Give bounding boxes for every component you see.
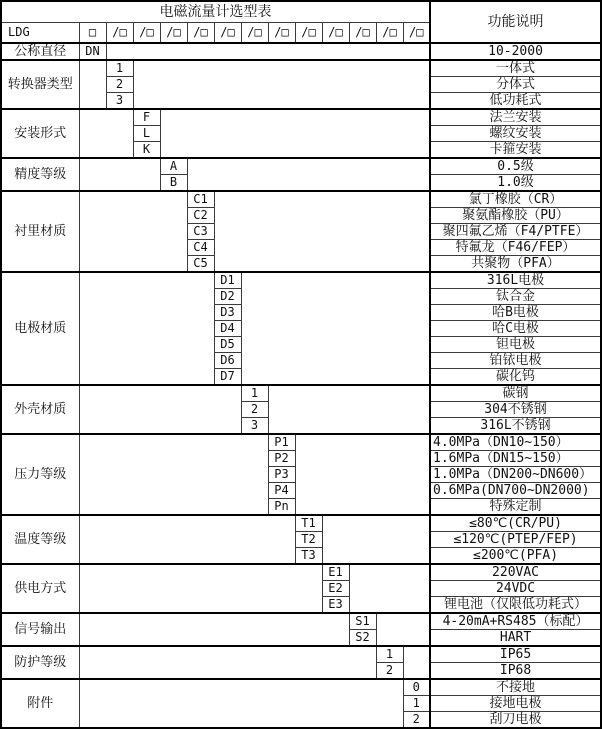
- function-cell: IP65: [430, 646, 601, 663]
- function-cell: 氯丁橡胶（CR）: [430, 191, 601, 208]
- function-cell: 聚四氟乙烯（F4/PTFE）: [430, 224, 601, 240]
- model-code-slot: /□: [133, 23, 160, 44]
- code-cell: P2: [268, 451, 295, 467]
- code-cell: S1: [349, 613, 376, 630]
- function-cell: ≤200℃(PFA): [430, 548, 601, 565]
- category-label: 外壳材质: [1, 385, 79, 434]
- spacer-cell: [295, 434, 430, 515]
- function-cell: 10-2000: [430, 43, 601, 60]
- function-cell: 铂铱电极: [430, 353, 601, 369]
- category-label: 附件: [1, 679, 79, 728]
- code-cell: E2: [322, 581, 349, 597]
- code-cell: F: [133, 109, 160, 126]
- spacer-cell: [133, 60, 430, 109]
- code-cell: D2: [214, 289, 241, 305]
- model-code-slot: /□: [187, 23, 214, 44]
- spacer-cell: [160, 109, 430, 158]
- model-code-box: □: [79, 23, 106, 44]
- code-cell: 1: [376, 646, 403, 663]
- function-cell: 4.0MPa（DN10~150）: [430, 434, 601, 451]
- code-cell: S2: [349, 630, 376, 647]
- function-cell: 碳化钨: [430, 369, 601, 386]
- function-cell: HART: [430, 630, 601, 647]
- function-cell: 卡箍安装: [430, 142, 601, 159]
- code-cell: B: [160, 175, 187, 192]
- spacer-cell: [268, 385, 430, 434]
- code-cell: A: [160, 158, 187, 175]
- code-cell: D7: [214, 369, 241, 386]
- spacer-cell: [106, 43, 430, 60]
- code-cell: D5: [214, 337, 241, 353]
- model-code-slot: /□: [376, 23, 403, 44]
- code-cell: 1: [241, 385, 268, 402]
- function-cell: 一体式: [430, 60, 601, 77]
- code-cell: D1: [214, 272, 241, 289]
- model-code-slot: /□: [241, 23, 268, 44]
- function-cell: IP68: [430, 663, 601, 680]
- function-cell: 316L电极: [430, 272, 601, 289]
- code-cell: P4: [268, 483, 295, 499]
- code-cell: 2: [376, 663, 403, 680]
- code-cell: C2: [187, 208, 214, 224]
- spacer-cell: [79, 385, 241, 434]
- category-label: 防护等级: [1, 646, 79, 679]
- function-cell: 304不锈钢: [430, 402, 601, 418]
- model-code-slot: /□: [106, 23, 133, 44]
- function-cell: 钽电极: [430, 337, 601, 353]
- spacer-cell: [349, 564, 430, 613]
- function-cell: 低功耗式: [430, 93, 601, 110]
- code-cell: 0: [403, 679, 430, 696]
- function-cell: 碳钢: [430, 385, 601, 402]
- spacer-cell: [403, 646, 430, 679]
- category-label: 信号输出: [1, 613, 79, 646]
- function-cell: 螺纹安装: [430, 126, 601, 142]
- category-label: 供电方式: [1, 564, 79, 613]
- spacer-cell: [214, 191, 430, 272]
- model-code-slot: /□: [214, 23, 241, 44]
- function-cell: 1.6MPa（DN15~150）: [430, 451, 601, 467]
- code-cell: D6: [214, 353, 241, 369]
- spacer-cell: [322, 515, 430, 564]
- code-cell: T2: [295, 532, 322, 548]
- function-cell: 0.6MPa(DN700~DN2000): [430, 483, 601, 499]
- code-cell: Pn: [268, 499, 295, 516]
- spacer-cell: [79, 272, 214, 385]
- code-cell: K: [133, 142, 160, 159]
- spacer-cell: [79, 158, 160, 191]
- code-cell: E3: [322, 597, 349, 614]
- code-cell: DN: [79, 43, 106, 60]
- spacer-cell: [79, 60, 106, 109]
- model-code-prefix: LDG: [1, 23, 79, 44]
- spacer-cell: [79, 646, 376, 679]
- spacer-cell: [79, 191, 187, 272]
- category-label: 衬里材质: [1, 191, 79, 272]
- spacer-cell: [79, 613, 349, 646]
- code-cell: D4: [214, 321, 241, 337]
- code-cell: E1: [322, 564, 349, 581]
- code-cell: 2: [403, 712, 430, 729]
- spacer-cell: [241, 272, 430, 385]
- code-cell: 2: [241, 402, 268, 418]
- category-label: 压力等级: [1, 434, 79, 515]
- code-cell: 2: [106, 77, 133, 93]
- category-label: 转换器类型: [1, 60, 79, 109]
- spacer-cell: [376, 613, 430, 646]
- code-cell: P3: [268, 467, 295, 483]
- code-cell: C5: [187, 256, 214, 273]
- category-label: 电极材质: [1, 272, 79, 385]
- code-cell: C3: [187, 224, 214, 240]
- spacer-cell: [79, 109, 133, 158]
- model-code-slot: /□: [295, 23, 322, 44]
- model-code-slot: /□: [349, 23, 376, 44]
- function-cell: ≤80℃(CR/PU): [430, 515, 601, 532]
- function-cell: 接地电极: [430, 696, 601, 712]
- code-cell: 3: [241, 418, 268, 435]
- function-cell: 共聚物（PFA）: [430, 256, 601, 273]
- model-code-slot: /□: [322, 23, 349, 44]
- category-label: 安装形式: [1, 109, 79, 158]
- spacer-cell: [187, 158, 430, 191]
- code-cell: T3: [295, 548, 322, 565]
- code-cell: D3: [214, 305, 241, 321]
- function-cell: 1.0级: [430, 175, 601, 192]
- function-cell: 哈C电极: [430, 321, 601, 337]
- spacer-cell: [79, 434, 268, 515]
- code-cell: P1: [268, 434, 295, 451]
- function-cell: ≤120℃(PTEP/FEP): [430, 532, 601, 548]
- model-code-slot: /□: [160, 23, 187, 44]
- function-cell: 法兰安装: [430, 109, 601, 126]
- function-cell: 刮刀电极: [430, 712, 601, 729]
- category-label: 公称直径: [1, 43, 79, 60]
- code-cell: C4: [187, 240, 214, 256]
- function-cell: 1.0MPa（DN200~DN600）: [430, 467, 601, 483]
- code-cell: 1: [403, 696, 430, 712]
- model-code-slot: /□: [268, 23, 295, 44]
- function-cell: 特殊定制: [430, 499, 601, 516]
- code-cell: C1: [187, 191, 214, 208]
- function-cell: 0.5级: [430, 158, 601, 175]
- function-cell: 聚氨酯橡胶（PU）: [430, 208, 601, 224]
- function-cell: 316L不锈钢: [430, 418, 601, 435]
- table-title: 电磁流量计选型表: [1, 1, 430, 23]
- code-cell: 1: [106, 60, 133, 77]
- function-column-header: 功能说明: [430, 1, 601, 43]
- code-cell: L: [133, 126, 160, 142]
- function-cell: 特氟龙（F46/FEP）: [430, 240, 601, 256]
- category-label: 精度等级: [1, 158, 79, 191]
- function-cell: 分体式: [430, 77, 601, 93]
- function-cell: 220VAC: [430, 564, 601, 581]
- function-cell: 钛合金: [430, 289, 601, 305]
- spacer-cell: [79, 679, 403, 728]
- spacer-cell: [79, 515, 295, 564]
- spacer-cell: [79, 564, 322, 613]
- code-cell: 3: [106, 93, 133, 110]
- code-cell: T1: [295, 515, 322, 532]
- function-cell: 4-20mA+RS485（标配）: [430, 613, 601, 630]
- function-cell: 不接地: [430, 679, 601, 696]
- category-label: 温度等级: [1, 515, 79, 564]
- model-code-slot: /□: [403, 23, 430, 44]
- function-cell: 锂电池（仅限低功耗式）: [430, 597, 601, 614]
- function-cell: 哈B电极: [430, 305, 601, 321]
- function-cell: 24VDC: [430, 581, 601, 597]
